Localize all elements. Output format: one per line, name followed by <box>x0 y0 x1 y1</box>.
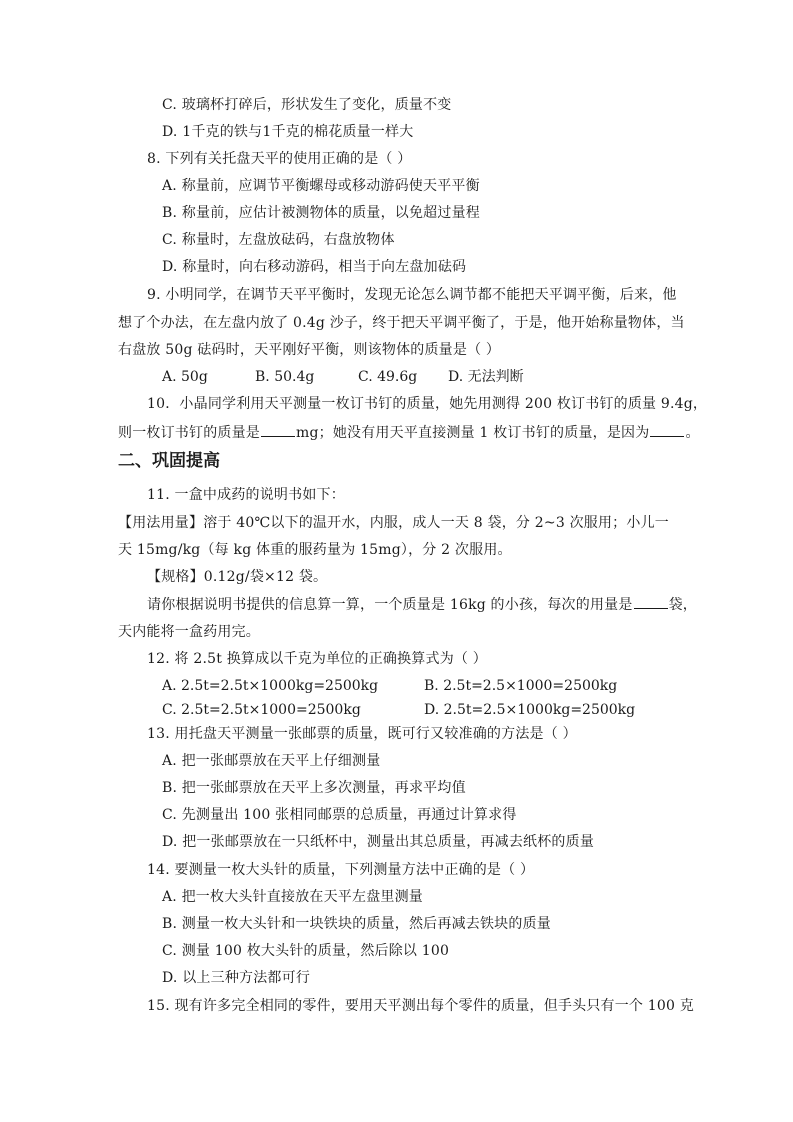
q8-option-b: B. 称量前，应估计被测物体的质量，以免超过量程 <box>162 205 480 221</box>
q11-text-a: 请你根据说明书提供的信息算一算，一个质量是 16kg 的小孩，每次的用量是 <box>147 597 633 613</box>
q11-question-line-2: 天内能将一盒药用完。 <box>118 624 260 640</box>
q14-option-b: B. 测量一枚大头针和一块铁块的质量，然后再减去铁块的质量 <box>162 916 551 932</box>
q10-line-1: 10．小晶同学利用天平测量一枚订书钉的质量，她先用测得 200 枚订书钉的质量 9.4g， <box>147 396 708 412</box>
q14-option-a: A. 把一枚大头针直接放在天平左盘里测量 <box>162 889 424 905</box>
q9-option-d: D. 无法判断 <box>448 369 524 385</box>
q11-answer-blank[interactable] <box>634 594 668 609</box>
q9-line-2: 想了个办法，在左盘内放了 0.4g 沙子，终于把天平调平衡了，于是，他开始称量物体，当 <box>118 315 685 331</box>
q9-line-3: 右盘放 50g 砝码时，天平刚好平衡，则该物体的质量是（ ） <box>118 342 501 358</box>
q14-option-d: D. 以上三种方法都可行 <box>162 970 311 986</box>
q10-answer-blank-2[interactable] <box>650 422 684 437</box>
q9-option-a: A. 50g <box>162 369 208 385</box>
q11-spec: 【规格】0.12g/袋×12 袋。 <box>147 569 328 585</box>
q14-stem: 14. 要测量一枚大头针的质量，下列测量方法中正确的是（ ） <box>147 862 535 878</box>
q13-option-a: A. 把一张邮票放在天平上仔细测量 <box>162 753 381 769</box>
q12-option-c: C. 2.5t=2.5t×1000=2500kg <box>162 702 361 718</box>
q13-stem: 13. 用托盘天平测量一张邮票的质量，既可行又较准确的方法是（ ） <box>147 726 577 742</box>
q9-option-c: C. 49.6g <box>358 369 418 385</box>
q10-text-b: mg；她没有用天平直接测量 1 枚订书钉的质量，是因为 <box>296 425 650 441</box>
q15-line-1: 15. 现有许多完全相同的零件，要用天平测出每个零件的质量，但手头只有一个 100 克 <box>147 998 694 1014</box>
q14-option-c: C. 测量 100 枚大头针的质量，然后除以 100 <box>162 943 450 959</box>
q11-usage-line-2: 天 15mg/kg（每 kg 体重的服药量为 15mg），分 2 次服用。 <box>118 542 512 558</box>
q8-option-a: A. 称量前，应调节平衡螺母或移动游码使天平平衡 <box>162 178 480 194</box>
section-heading: 二、巩固提高 <box>118 451 220 471</box>
q12-option-a: A. 2.5t=2.5t×1000kg=2500kg <box>162 678 379 694</box>
q8-option-d: D. 称量时，向右移动游码，相当于向左盘加砝码 <box>162 259 467 275</box>
q12-stem: 12. 将 2.5t 换算成以千克为单位的正确换算式为（ ） <box>147 651 487 667</box>
q11-question-line-1 <box>147 594 697 615</box>
q7-option-c: C. 玻璃杯打碎后，形状发生了变化，质量不变 <box>162 97 452 113</box>
q10-text-a: 则一枚订书钉的质量是 <box>118 425 260 441</box>
q10-text-c: 。 <box>685 425 700 441</box>
q11-text-b: 袋， <box>668 597 697 613</box>
q13-option-c: C. 先测量出 100 张相同邮票的总质量，再通过计算求得 <box>162 807 517 823</box>
q8-stem: 8. 下列有关托盘天平的使用正确的是（ ） <box>147 151 412 167</box>
q12-option-d: D. 2.5t=2.5×1000kg=2500kg <box>424 702 636 718</box>
q11-stem: 11. 一盒中成药的说明书如下： <box>147 487 345 503</box>
q12-option-b: B. 2.5t=2.5×1000=2500kg <box>424 678 618 694</box>
q8-option-c: C. 称量时，左盘放砝码，右盘放物体 <box>162 232 395 248</box>
q10-answer-blank-1[interactable] <box>261 422 295 437</box>
q13-option-b: B. 把一张邮票放在天平上多次测量，再求平均值 <box>162 780 466 796</box>
q10-line-2 <box>118 422 700 443</box>
q11-usage-line-1: 【用法用量】溶于 40℃以下的温开水，内服，成人一天 8 袋，分 2~3 次服用；小儿一 <box>118 515 669 531</box>
q13-option-d: D. 把一张邮票放在一只纸杯中，测量出其总质量，再减去纸杯的质量 <box>162 834 595 850</box>
q7-option-d: D. 1千克的铁与1千克的棉花质量一样大 <box>162 124 414 140</box>
q9-line-1: 9. 小明同学，在调节天平平衡时，发现无论怎么调节都不能把天平调平衡，后来，他 <box>147 287 677 303</box>
q9-option-b: B. 50.4g <box>255 369 315 385</box>
